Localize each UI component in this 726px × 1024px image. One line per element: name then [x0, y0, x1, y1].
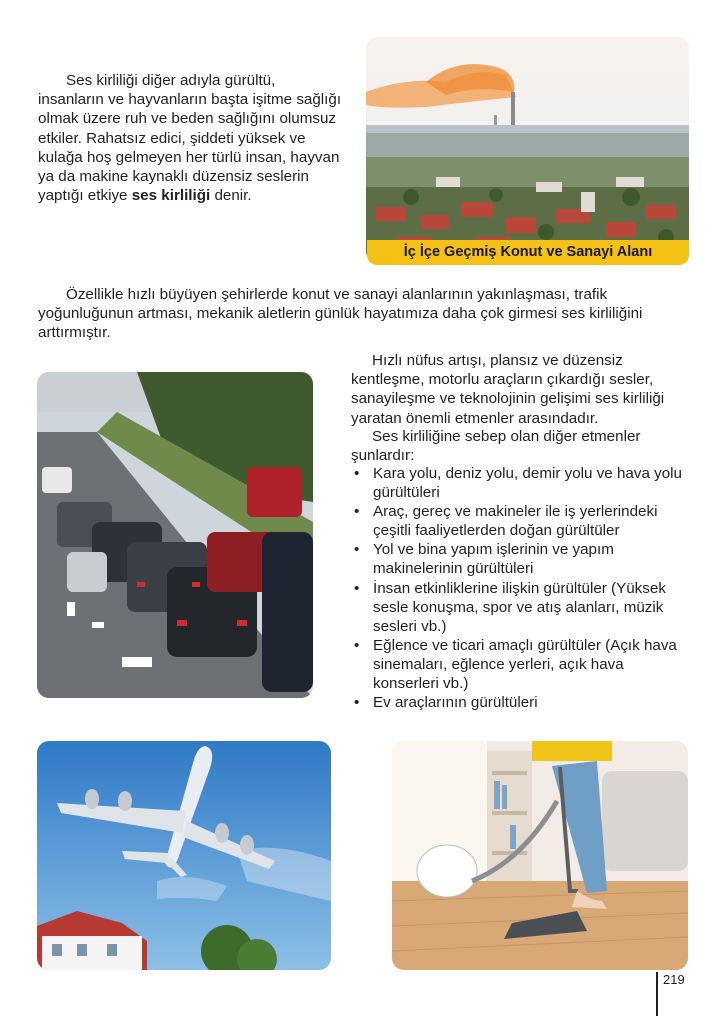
page-number-rule — [656, 972, 658, 1016]
intro-paragraph — [38, 71, 344, 205]
intro-text: Ses kirliliği diğer adıyla gürültü, insanların ve hayvanların başta işitme sağlığı olmak üzere ruh ve beden sağlığını olumsuz etkiler. Rahatsız edici, şiddeti yüksek ve kulağa hoş gelmeyen her türlü insan, hayvan ya da makine kaynaklı düzensiz seslerin yaptığı etkiye — [38, 72, 342, 205]
page-number: 219 — [663, 972, 685, 987]
noise-sources-list — [352, 464, 682, 712]
paragraph-urban-growth: Özellikle hızlı büyüyen şehirlerde konut ve sanayi alanlarının yakınlaşması, trafik yoğunluğunun artması, mekanik aletlerin günlük hayatımıza daha çok girmesi ses kirliliğini arttırmıştır. — [38, 286, 643, 342]
list-item: • Araç, gereç ve makineler ile iş yerlerindeki çeşitli faaliyetlerden doğan gürültüler — [352, 502, 682, 540]
key-term: ses kirliliği — [131, 187, 211, 205]
paragraph-factors: Hızlı nüfus artışı, plansız ve düzensiz kentleşme, motorlu araçların çıkardığı sesler, sanayileşme ve teknolojinin gelişimi ses kirliliği yaratan önemli etmenler arasındadır. — [351, 352, 665, 427]
paragraph-other-factors: Ses kirliliğine sebep olan diğer etmenler şunlardır: — [351, 428, 641, 465]
airplane-photo — [37, 741, 331, 970]
vacuum-cleaner-photo — [392, 741, 688, 970]
list-item: • Eğlence ve ticari amaçlı gürültüler (Açık hava sinemaları, eğlence yerleri, açık hava konserleri vb.) — [352, 636, 682, 693]
industry-housing-photo — [366, 37, 689, 263]
list-item: • Yol ve bina yapım işlerinin ve yapım makinelerinin gürültüleri — [352, 540, 682, 578]
photo-caption: İç İçe Geçmiş Konut ve Sanayi Alanı — [367, 240, 689, 265]
list-item: • İnsan etkinliklerine ilişkin gürültüler (Yüksek sesle konuşma, spor ve atış alanları, müzik sesleri vb.) — [352, 579, 682, 636]
traffic-jam-photo — [37, 372, 313, 698]
list-item: • Ev araçlarının gürültüleri — [352, 693, 682, 712]
intro-text-end: denir. — [210, 187, 252, 205]
list-item: • Kara yolu, deniz yolu, demir yolu ve hava yolu gürültüleri — [352, 464, 682, 502]
